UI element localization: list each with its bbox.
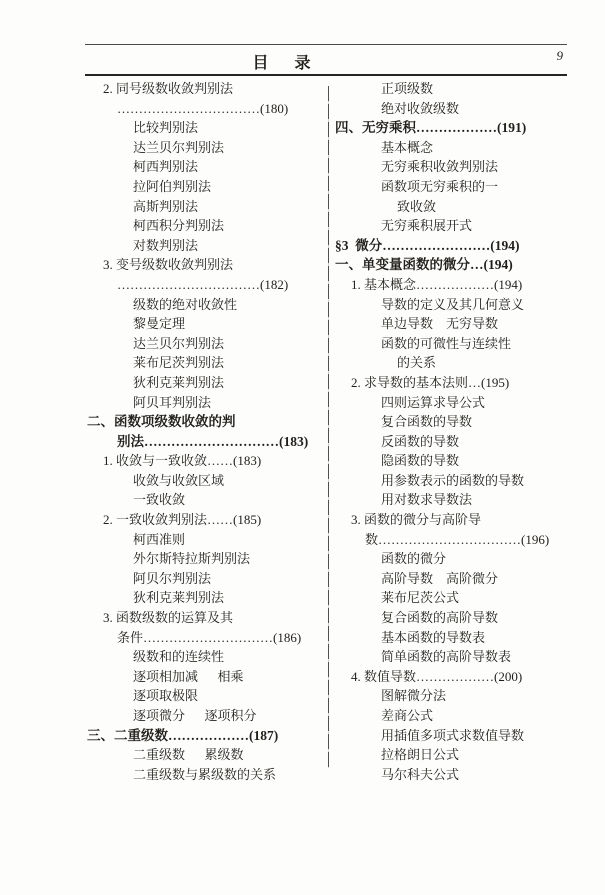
toc-entry: 导数的定义及其几何意义 <box>381 296 525 312</box>
toc-entry: 3. 变号级数收敛判别法 <box>103 257 234 273</box>
toc-entry: 狄利克莱判别法 <box>133 374 225 390</box>
toc-entry: 用对数求导数法 <box>381 492 473 508</box>
toc-entry: 一、单变量函数的微分…(194) <box>335 257 513 273</box>
toc-entry: 二重级数 累级数 <box>133 747 244 763</box>
toc-entry: 条件…………………………(186) <box>117 629 302 645</box>
toc-entry: 基本函数的导数表 <box>381 629 486 645</box>
toc-entry: 阿贝耳判别法 <box>133 394 212 410</box>
toc-entry: 逐项微分 逐项积分 <box>133 708 257 723</box>
toc-entry: 柯西准则 <box>133 531 186 547</box>
toc-entry: 2. 一致收敛判别法……(185) <box>103 512 262 528</box>
toc-entry: 逐项相加减 相乘 <box>133 668 244 684</box>
toc-entry: 高阶导数 高阶微分 <box>381 570 499 586</box>
toc-entry: 3. 函数级数的运算及其 <box>103 610 234 626</box>
toc-entry: 狄利克莱判别法 <box>133 590 225 606</box>
toc-entry: 二重级数与累级数的关系 <box>133 766 277 782</box>
toc-column-left <box>85 79 329 784</box>
toc-entry: 达兰贝尔判别法 <box>133 139 225 155</box>
toc-entry: 反函数的导数 <box>381 433 460 449</box>
toc-entry: 收敛与收敛区域 <box>133 472 225 488</box>
toc-entry: 马尔科夫公式 <box>381 766 460 782</box>
toc-entry: 柯西积分判别法 <box>133 218 225 234</box>
toc-entry: 差商公式 <box>381 708 434 723</box>
header-rule-bottom <box>85 74 567 76</box>
header-rule-top <box>85 44 567 45</box>
toc-entry: 无穷乘积收敛判别法 <box>381 159 499 175</box>
toc-entry: 的关系 <box>397 355 437 371</box>
toc-entry: 一致收敛 <box>133 492 186 508</box>
toc-entry: 正项级数 <box>381 81 434 96</box>
page-title: 目 录 <box>252 55 313 72</box>
toc-entry: 2. 同号级数收敛判别法 <box>103 81 234 96</box>
toc-entry: 高斯判别法 <box>133 198 199 214</box>
toc-entry: 级数和的连续性 <box>133 649 225 665</box>
toc-entry: 比较判别法 <box>133 120 199 136</box>
page-number: 9 <box>556 48 563 63</box>
toc-entry: 柯西判别法 <box>133 159 199 175</box>
toc-entry: ……………………………(182) <box>117 276 289 292</box>
toc-entry: 阿贝尔判别法 <box>133 570 212 586</box>
toc-entry: 拉阿伯判别法 <box>133 178 212 194</box>
toc-entry: 拉格朗日公式 <box>381 747 460 763</box>
toc-entry: 1. 收敛与一致收敛……(183) <box>103 453 262 469</box>
toc-entry: 函数的微分 <box>381 551 447 567</box>
toc-entry: 莱布尼茨公式 <box>381 590 460 606</box>
toc-entry: 达兰贝尔判别法 <box>133 335 225 351</box>
toc-entry: 单边导数 无穷导数 <box>381 316 499 332</box>
toc-entry: 绝对收敛级数 <box>381 100 460 116</box>
toc-entry: 函数项无穷乘积的一 <box>381 178 499 194</box>
toc-column-right <box>333 79 569 784</box>
toc-entry: 3. 函数的微分与高阶导 <box>351 512 482 528</box>
toc-entry: 用插值多项式求数值导数 <box>381 727 525 743</box>
toc-entry: 二、函数项级数收敛的判 <box>87 414 236 430</box>
toc-entry: 用参数表示的函数的导数 <box>381 472 525 488</box>
toc-entry: 逐项取极限 <box>133 688 199 704</box>
toc-entry: 四、无穷乘积………………(191) <box>335 120 527 136</box>
toc-entry: 无穷乘积展开式 <box>381 218 473 234</box>
toc-entry: 对数判别法 <box>133 237 199 253</box>
toc-entry: 隐函数的导数 <box>381 453 460 469</box>
toc-entry: 四则运算求导公式 <box>381 394 486 410</box>
toc-entry: 外尔斯特拉斯判别法 <box>133 551 251 567</box>
toc-entry: 级数的绝对收敛性 <box>133 296 238 312</box>
toc-entry: 图解微分法 <box>381 688 447 704</box>
toc-entry: 黎曼定理 <box>133 316 186 332</box>
toc-entry: 基本概念 <box>381 139 434 155</box>
toc-entry: 致收敛 <box>397 198 437 214</box>
toc-entry: 数……………………………(196) <box>365 531 550 547</box>
toc-entry: ……………………………(180) <box>117 100 289 116</box>
toc-entry: 2. 求导数的基本法则…(195) <box>351 374 510 390</box>
toc-entry: 莱布尼茨判别法 <box>133 355 225 371</box>
toc-entry: 函数的可微性与连续性 <box>381 335 512 351</box>
toc-entry: 别法…………………………(183) <box>117 433 309 449</box>
toc-entry: 简单函数的高阶导数表 <box>381 649 512 665</box>
toc-entry: 1. 基本概念………………(194) <box>351 276 523 292</box>
toc-entry: 复合函数的导数 <box>381 414 473 430</box>
toc-entry: 三、二重级数………………(187) <box>87 727 279 743</box>
toc-entry: 4. 数值导数………………(200) <box>351 668 523 684</box>
toc-entry: 复合函数的高阶导数 <box>381 610 499 626</box>
toc-entry: §3 微分……………………(194) <box>335 237 520 253</box>
